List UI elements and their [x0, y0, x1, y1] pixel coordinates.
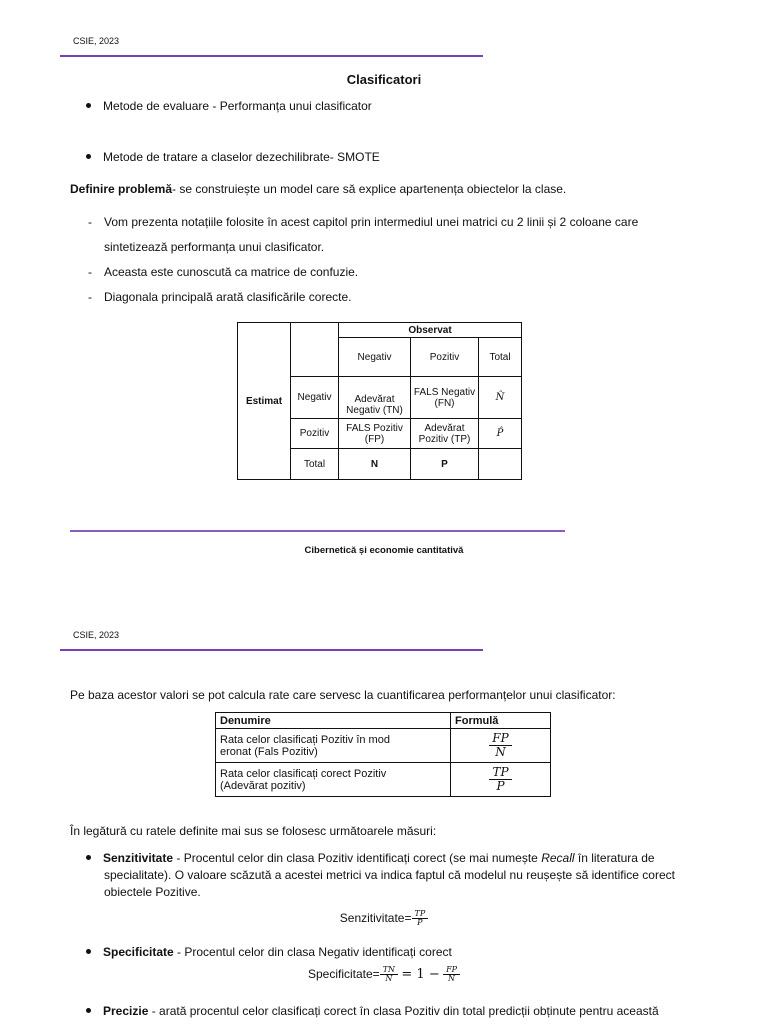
- row-header: Total: [291, 449, 339, 480]
- rates-table: [215, 712, 551, 797]
- cell-n-hat: N̂: [479, 377, 522, 419]
- rate-name: Rata celor clasificați corect Pozitiv (Adevărat pozitiv): [216, 763, 451, 797]
- measure-specificitate: Specificitate - Procentul celor din clasa Negativ identificați corect: [86, 944, 706, 961]
- cell-tp: Adevărat Pozitiv (TP): [411, 419, 479, 449]
- cell-p-hat: P̂: [479, 419, 522, 449]
- bullet-dot-icon: [86, 1008, 91, 1013]
- bullet-dot-icon: [86, 949, 91, 954]
- confusion-matrix: [237, 322, 522, 480]
- col-header: Pozitiv: [411, 338, 479, 377]
- page-header: CSIE, 2023: [73, 630, 120, 640]
- cell-empty: [479, 449, 522, 480]
- page-footer: Cibernetică și economie cantitativă: [304, 545, 464, 556]
- row-header: Pozitiv: [291, 419, 339, 449]
- rate-name: Rata celor clasificați Pozitiv în mod eronat (Fals Pozitiv): [216, 729, 451, 763]
- estimat-label: Estimat: [238, 323, 291, 480]
- rates-header: Denumire: [216, 713, 451, 729]
- row-header: Negativ: [291, 377, 339, 419]
- bullet-item: Metode de evaluare - Performanța unui clasificator: [86, 99, 372, 113]
- dash-item: - Vom prezenta notațiile folosite în acest capitol prin intermediul unei matrici cu 2 linii și 2 coloane care: [88, 215, 639, 229]
- cell-total-n: N: [339, 449, 411, 480]
- col-header: Negativ: [339, 338, 411, 377]
- dash-item: - Aceasta este cunoscută ca matrice de confuzie.: [88, 265, 359, 279]
- cell-fn: FALS Negativ (FN): [411, 377, 479, 419]
- rates-header: Formulă: [451, 713, 551, 729]
- dash-item-continuation: sintetizează performanța unui clasificator.: [104, 240, 325, 254]
- rate-formula: $\frac{TP}{P}$: [451, 763, 551, 797]
- measure-precizie: Precizie - arată procentul celor clasificați corect în clasa Pozitiv din total predicții obținute pentru această: [86, 1003, 706, 1020]
- definition-paragraph: Definire problemă- se construiește un model care să explice apartenența obiectelor la clase.: [70, 182, 567, 196]
- measure-senzitivitate: Senzitivitate - Procentul celor din clasa Pozitiv identificați corect (se mai numește Recall în literatura de specialitate). O valoare scăzută a acestei metrici va indica faptul că modelul nu reușește să identifice corect obiectele Pozitive.: [86, 850, 706, 901]
- bullet-dot-icon: [86, 855, 91, 860]
- observat-label: Observat: [339, 323, 522, 338]
- measures-intro: În legătură cu ratele definite mai sus se folosesc următoarele măsuri:: [70, 824, 437, 838]
- page-header: CSIE, 2023: [73, 36, 120, 46]
- formula-senzitivitate: Senzitivitate= $\frac{TP}{P}$: [0, 910, 768, 928]
- col-header: Total: [479, 338, 522, 377]
- cell-fp: FALS Pozitiv (FP): [339, 419, 411, 449]
- footer-rule: [70, 530, 565, 532]
- rate-formula: $\frac{FP}{N}$: [451, 729, 551, 763]
- header-rule: [60, 55, 483, 57]
- cell-total-p: P: [411, 449, 479, 480]
- page-title: Clasificatori: [346, 72, 422, 87]
- bullet-item: Metode de tratare a claselor dezechilibrate- SMOTE: [86, 150, 380, 164]
- dash-item: - Diagonala principală arată clasificările corecte.: [88, 290, 352, 304]
- intro-paragraph: Pe baza acestor valori se pot calcula rate care servesc la cuantificarea performanțelor unui clasificator:: [70, 688, 616, 702]
- bullet-dot-icon: [86, 103, 91, 108]
- header-rule: [60, 649, 483, 651]
- cell-tn: Adevărat Negativ (TN): [339, 377, 411, 419]
- formula-specificitate: Specificitate= $\frac{TN}{N}$ = 1 − $\frac{FP}{N}$: [0, 966, 768, 984]
- bullet-dot-icon: [86, 154, 91, 159]
